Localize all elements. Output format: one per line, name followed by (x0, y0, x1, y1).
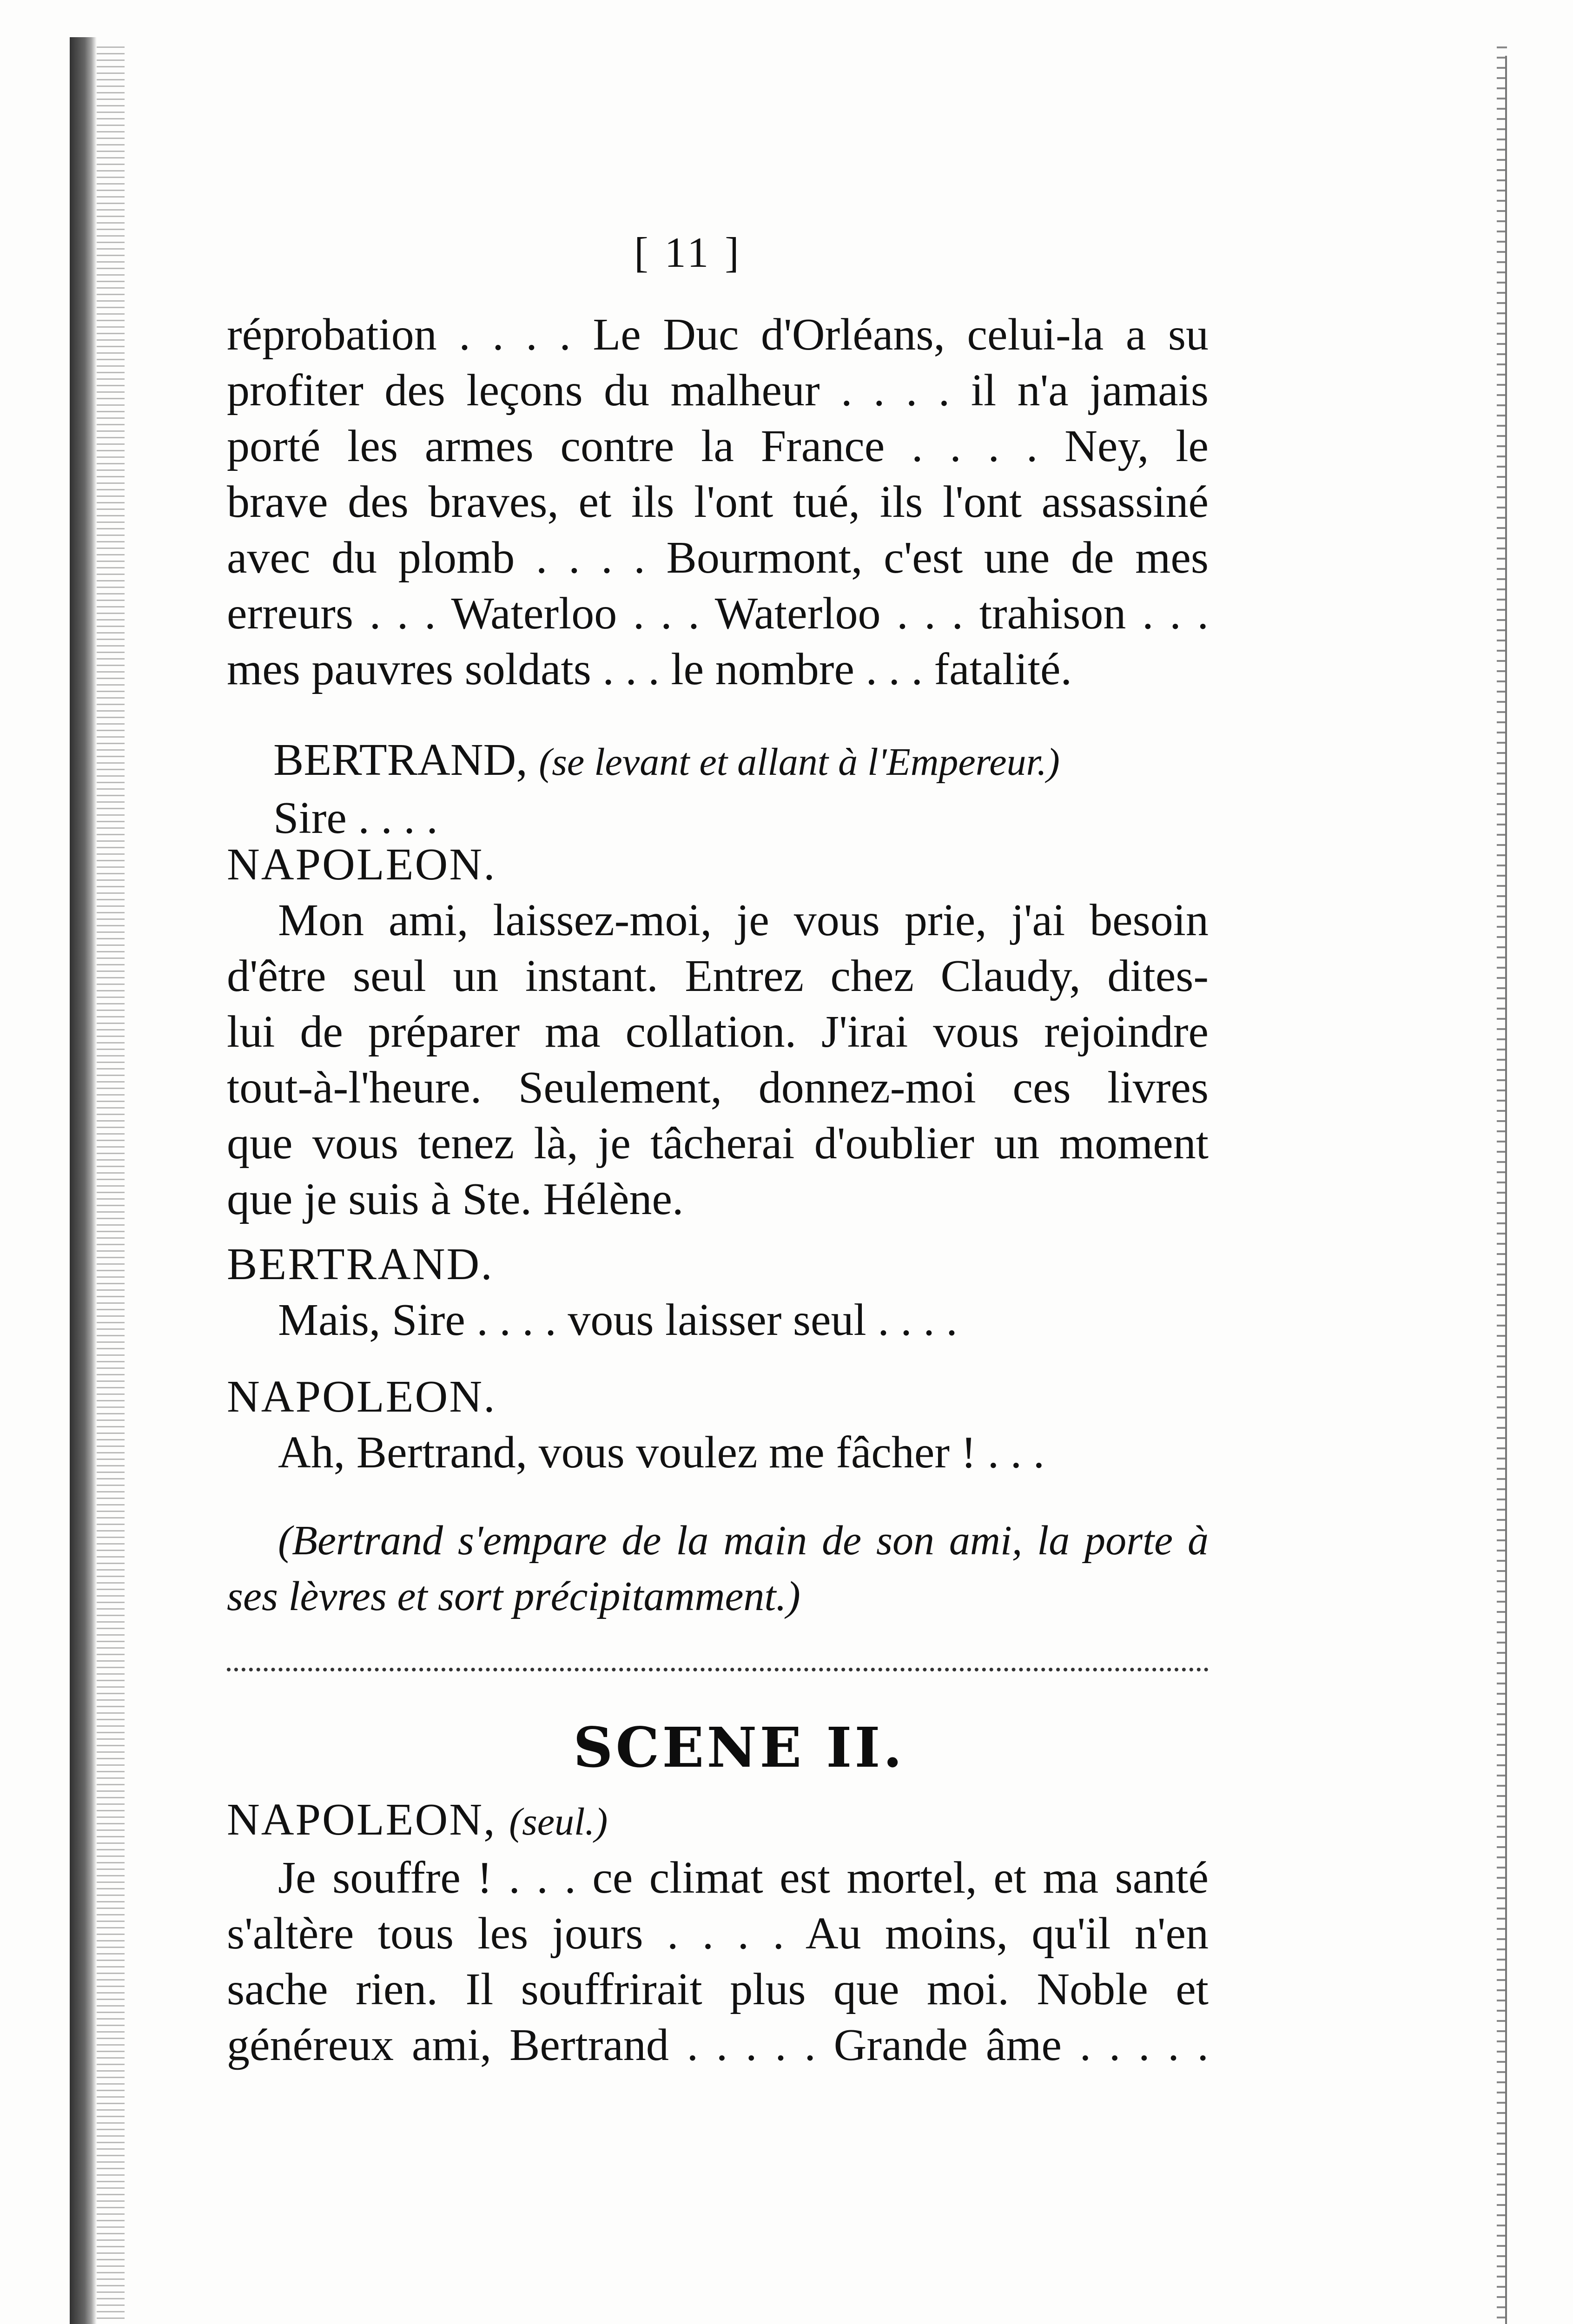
stage-direction: (se levant et allant à l'Empereur.) (539, 740, 1060, 784)
speech-line: Je souffre ! . . . ce climat est mortel, et ma santé (278, 1853, 1209, 1903)
binding-shadow (70, 37, 97, 2324)
speech-line: s'altère tous les jours . . . . Au moins, qu'il n'en (227, 1908, 1209, 1959)
speaker-name: NAPOLEON. (227, 1372, 496, 1422)
speech-line: Mon ami, laissez-moi, je vous prie, j'ai besoin (278, 895, 1209, 945)
page-edge-line (1505, 56, 1507, 2324)
opening-paragraph (227, 307, 1209, 697)
text-line: avec du plomb . . . . Bourmont, c'est une de mes (227, 533, 1209, 583)
speech-line: que je suis à Ste. Hélène. (227, 1174, 684, 1224)
section-divider (227, 1668, 1209, 1671)
speech-line: Sire . . . . (273, 793, 438, 843)
text-line: porté les armes contre la France . . . . Ney, le (227, 421, 1209, 471)
speaker-name: BERTRAND, (273, 735, 528, 785)
stage-direction: (seul.) (509, 1800, 608, 1843)
stage-line: ses lèvres et sort précipitamment.) (227, 1573, 800, 1619)
text-line: profiter des leçons du malheur . . . . il n'a jamais (227, 365, 1209, 416)
bertrand-speech-2 (227, 1236, 1209, 1348)
scene-2-speech (227, 1792, 1209, 2073)
napoleon-speech-1 (227, 837, 1209, 1227)
speaker-name: BERTRAND. (227, 1239, 494, 1289)
speech-line: Ah, Bertrand, vous voulez me fâcher ! . . . (278, 1427, 1045, 1478)
speaker-heading (227, 732, 1209, 790)
text-line: réprobation . . . . Le Duc d'Orléans, celui-la a su (227, 310, 1209, 360)
speaker-heading (227, 1792, 1209, 1850)
speaker-name: NAPOLEON, (227, 1795, 496, 1845)
speaker-name: NAPOLEON. (227, 839, 496, 890)
stage-direction-block (227, 1513, 1209, 1624)
speech-line: généreux ami, Bertrand . . . . . Grande âme . . . . . (227, 2020, 1209, 2070)
text-line: brave des braves, et ils l'ont tué, ils l'ont assassiné (227, 477, 1209, 527)
speech-line: tout-à-l'heure. Seulement, donnez-moi ces livres (227, 1063, 1209, 1113)
binding-texture (97, 46, 125, 2324)
speech-line: d'être seul un instant. Entrez chez Claudy, dites- (227, 951, 1209, 1001)
speech-line: sache rien. Il souffrirait plus que moi. Noble et (227, 1964, 1209, 2014)
text-line: mes pauvres soldats . . . le nombre . . . fatalité. (227, 644, 1072, 694)
speech-line: que vous tenez là, je tâcherai d'oublier un moment (227, 1118, 1209, 1169)
speech-line: Mais, Sire . . . . vous laisser seul . . . . (278, 1295, 958, 1345)
text-line: erreurs . . . Waterloo . . . Waterloo . . . trahison . . . (227, 588, 1209, 639)
napoleon-speech-2 (227, 1369, 1209, 1480)
page-number: [ 11 ] (634, 229, 742, 276)
bertrand-speech-1 (227, 732, 1209, 846)
stage-line: (Bertrand s'empare de la main de son ami, la porte à (278, 1518, 1209, 1564)
scene-title: SCENE II. (573, 1715, 905, 1780)
speech-line: lui de préparer ma collation. J'irai vous rejoindre (227, 1007, 1209, 1057)
